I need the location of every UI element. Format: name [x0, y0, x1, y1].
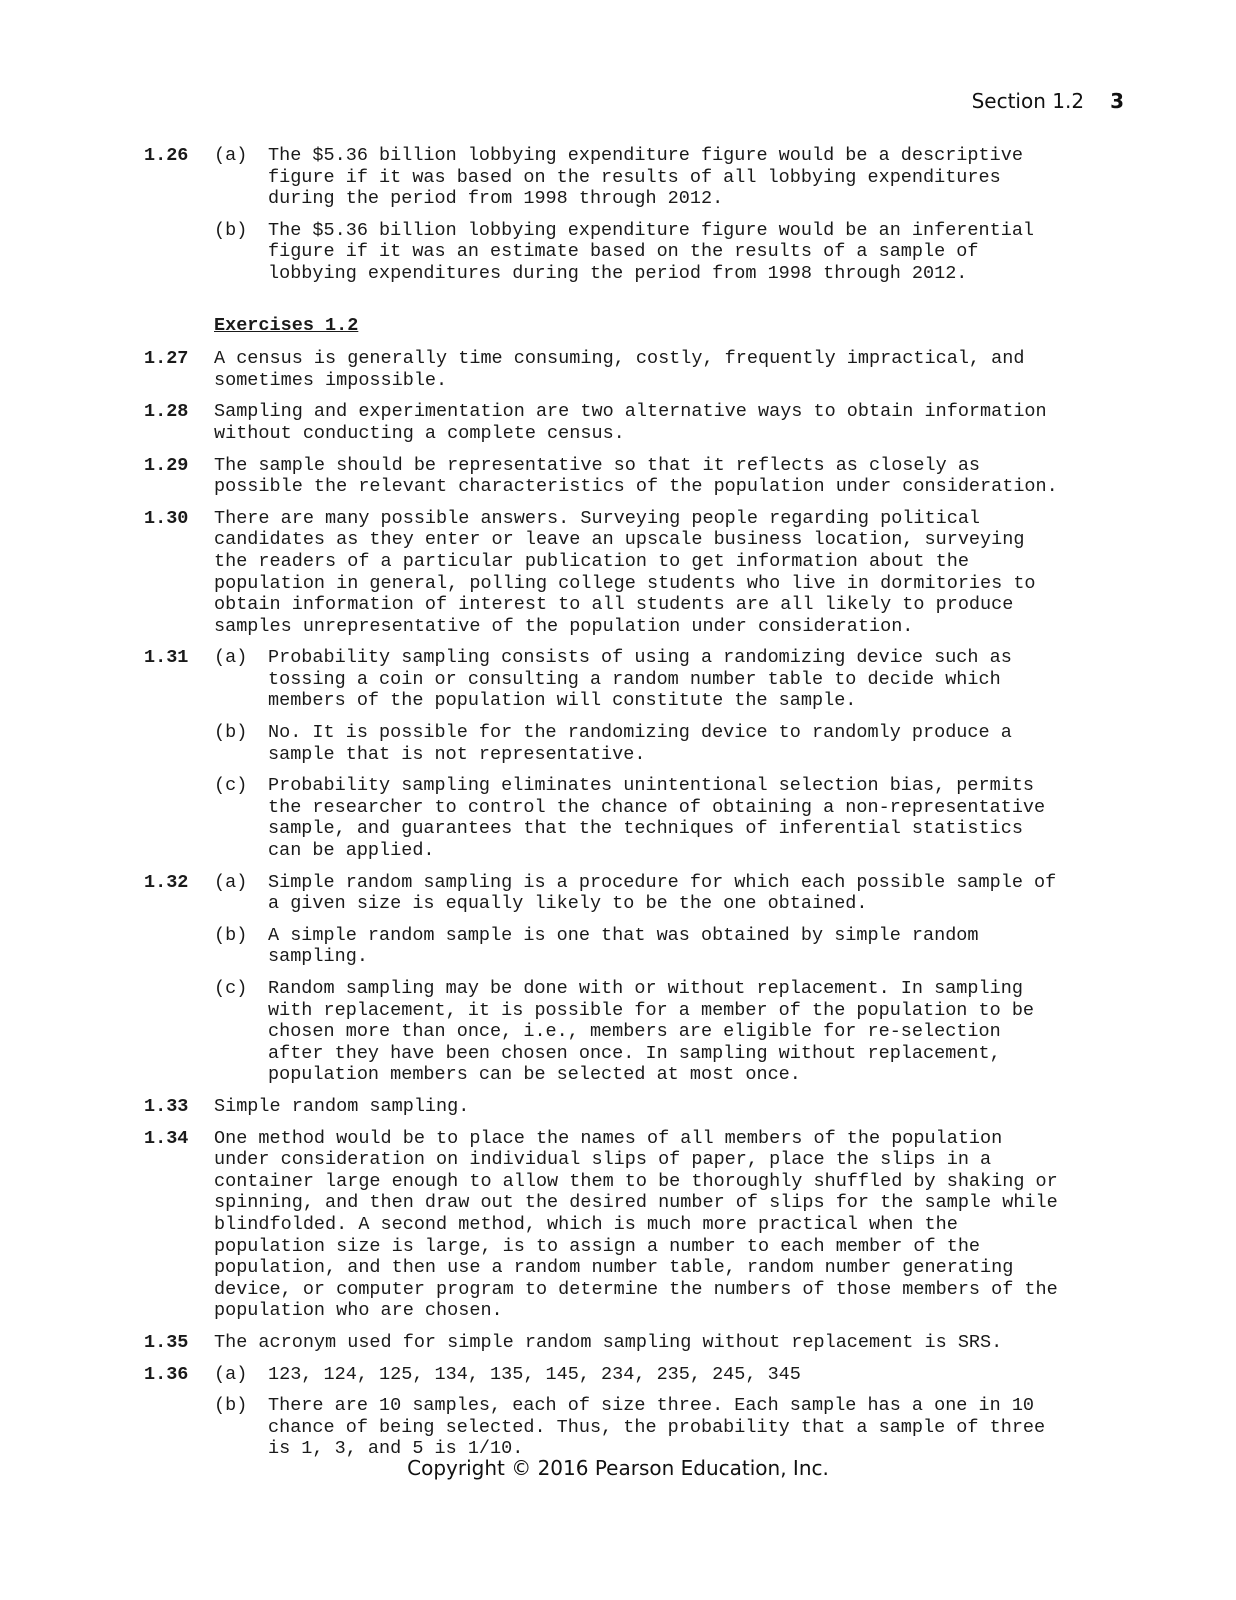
exercise-item: [144, 401, 1134, 444]
exercise-body: [214, 1332, 1134, 1354]
part-text: Probability sampling consists of using a randomizing device such as tossing a coin or consulting a random number table to decide which members of the population will constitute the sample.: [268, 647, 1012, 712]
exercise-number: 1.30: [144, 507, 189, 529]
exercise-body: [214, 1364, 1134, 1460]
exercise-body: [214, 455, 1134, 498]
exercise-text: A census is generally time consuming, costly, frequently impractical, and sometimes impossible.: [214, 348, 1025, 391]
part-label: (c): [214, 775, 248, 797]
exercise-body: [214, 647, 1134, 861]
exercise-body: [214, 1096, 1134, 1118]
pre-exercise-answers: [144, 145, 1134, 285]
exercise-item: [144, 1364, 1134, 1460]
exercise-body: [214, 401, 1134, 444]
part-text: There are 10 samples, each of size three. Each sample has a one in 10 chance of being selected. Thus, the probability that a sample of three is 1, 3, and 5 is 1/10.: [268, 1395, 1046, 1460]
exercise-text: Sampling and experimentation are two alternative ways to obtain information without conducting a complete census.: [214, 401, 1047, 444]
exercise-part: [214, 220, 1134, 285]
exercise-number: 1.29: [144, 454, 189, 476]
exercise-text: The sample should be representative so that it reflects as closely as possible the relevant characteristics of the population under consideration.: [214, 454, 1058, 498]
exercise-item: [144, 1128, 1134, 1322]
part-text: No. It is possible for the randomizing device to randomly produce a sample that is not representative.: [268, 722, 1012, 765]
exercise-text: The acronym used for simple random sampling without replacement is SRS.: [214, 1331, 1003, 1353]
exercise-body: [214, 872, 1134, 1086]
exercise-text: Simple random sampling.: [214, 1095, 470, 1117]
exercise-number: 1.35: [144, 1331, 189, 1353]
exercise-part: [214, 925, 1134, 968]
exercise-number: 1.27: [144, 348, 189, 370]
part-label: (a): [214, 1363, 248, 1385]
exercise-number: 1.36: [144, 1363, 189, 1385]
part-label: (c): [214, 978, 248, 999]
part-label: (b): [214, 219, 248, 241]
part-text: The $5.36 billion lobbying expenditure figure would be an inferential figure if it was an estimate based on the results of a sample of lobbying expenditures during the period from 1998 through 2012.: [268, 219, 1035, 284]
exercise-body: [214, 145, 1134, 285]
page-header: [972, 89, 1124, 113]
exercise-number: 1.34: [144, 1127, 189, 1149]
exercise-number: 1.31: [144, 647, 189, 669]
part-label: (a): [214, 145, 248, 166]
page-number: 3: [1110, 89, 1124, 113]
exercise-number: 1.33: [144, 1095, 189, 1117]
page-content: [144, 145, 1134, 1470]
exercise-body: [214, 348, 1134, 391]
exercise-number: 1.26: [144, 145, 189, 166]
section-title: Section 1.2: [971, 89, 1085, 113]
exercise-item: [144, 647, 1134, 861]
exercise-part: [214, 978, 1134, 1086]
part-text: 123, 124, 125, 134, 135, 145, 234, 235, 245, 345: [268, 1363, 801, 1385]
exercise-item: [144, 1332, 1134, 1354]
exercise-answers: [144, 348, 1134, 1460]
exercise-part: [214, 722, 1134, 765]
exercise-part: [214, 872, 1134, 915]
exercise-item: [144, 508, 1134, 638]
part-text: Probability sampling eliminates unintentional selection bias, permits the researcher to control the chance of obtaining a non-representative sample, and guarantees that the techniques of inferential statistics can be applied.: [268, 775, 1046, 862]
exercise-part: [214, 647, 1134, 712]
copyright-footer: Copyright © 2016 Pearson Education, Inc.: [407, 1456, 829, 1480]
exercise-part: [214, 145, 1134, 210]
exercise-body: [214, 1128, 1134, 1322]
exercise-part: [214, 1395, 1134, 1460]
part-text: Simple random sampling is a procedure for which each possible sample of a given size is equally likely to be the one obtained.: [268, 871, 1057, 915]
exercise-number: 1.28: [144, 401, 189, 423]
part-label: (a): [214, 647, 248, 669]
part-label: (b): [214, 1395, 248, 1417]
part-label: (b): [214, 924, 248, 946]
exercise-item: [144, 455, 1134, 498]
part-label: (b): [214, 722, 248, 744]
exercise-text: One method would be to place the names of all members of the population under consideration on individual slips of paper, place the slips in a container large enough to allow them to be thoroughly shuffled by shaking or spinning, and then draw out the desired number of slips for the sample while blindfolded. A second method, which is much more practical when the population size is large, is to assign a number to each member of the population, and then use a random number table, random number generating device, or computer program to determine the numbers of those members of the population who are chosen.: [214, 1127, 1058, 1322]
exercises-heading: Exercises 1.2: [214, 314, 359, 336]
exercise-text: There are many possible answers. Surveying people regarding political candidates as they enter or leave an upscale business location, surveying the readers of a particular publication to get information about the population in general, polling college students who live in dormitories to obtain information of interest to all students are all likely to produce samples unrepresentative of the population under consideration.: [214, 507, 1036, 637]
exercise-part: [214, 775, 1134, 861]
part-label: (a): [214, 871, 248, 893]
part-text: A simple random sample is one that was obtained by simple random sampling.: [268, 924, 979, 968]
exercise-body: [214, 508, 1134, 638]
exercise-item: [144, 348, 1134, 391]
exercise-item: [144, 872, 1134, 1086]
exercise-item: [144, 1096, 1134, 1118]
part-text: Random sampling may be done with or without replacement. In sampling with replacement, it is possible for a member of the population to be chosen more than once, i.e., members are eligible for re-selection after they have been chosen once. In sampling without replacement, population members can be selected at most once.: [268, 978, 1035, 1086]
exercise-item: [144, 145, 1134, 285]
exercise-part: [214, 1364, 1134, 1386]
exercise-number: 1.32: [144, 871, 189, 893]
part-text: The $5.36 billion lobbying expenditure figure would be a descriptive figure if it was based on the results of all lobbying expenditures during the period from 1998 through 2012.: [268, 145, 1023, 210]
